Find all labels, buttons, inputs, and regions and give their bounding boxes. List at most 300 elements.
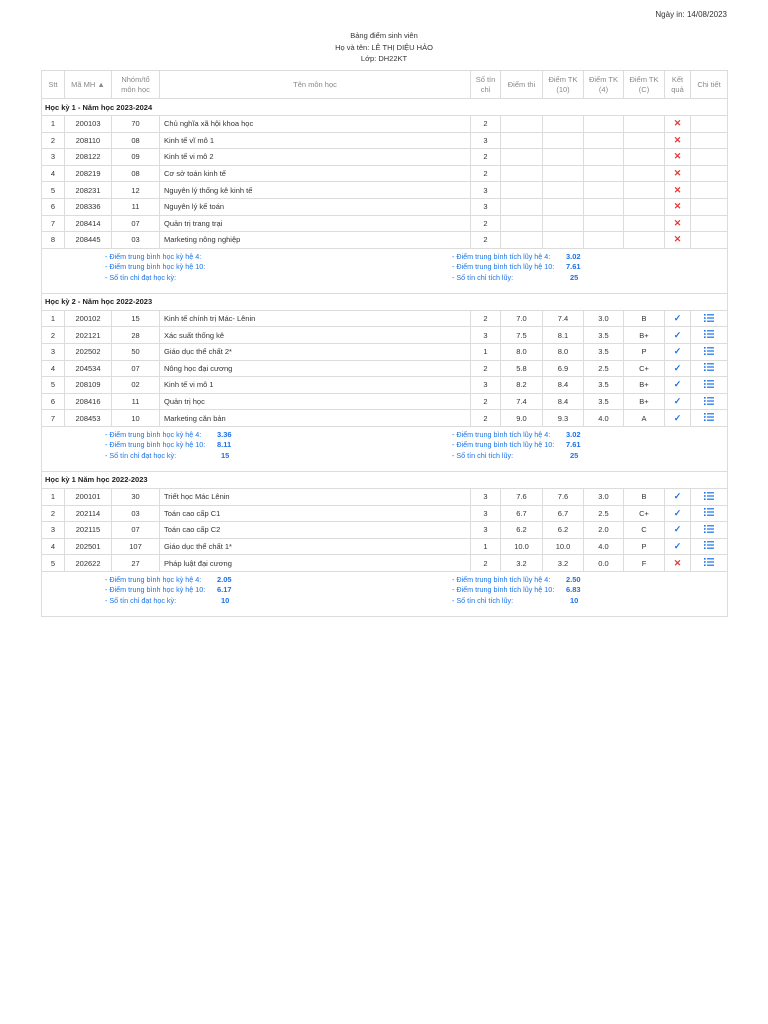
- summary-right-value: 10: [570, 595, 579, 605]
- cell-subject-code: 208336: [65, 198, 112, 215]
- semester-title: Học kỳ 2 - Năm học 2022-2023: [42, 293, 728, 310]
- cell-subject-name: Cơ sở toán kinh tế: [160, 165, 471, 182]
- cell-final-letter: B: [624, 310, 665, 327]
- cell-final-4: 2.5: [584, 505, 624, 522]
- summary-left-label: - Điểm trung bình học kỳ hệ 10:: [105, 440, 206, 450]
- cell-final-4: [584, 232, 624, 249]
- cell-stt: 2: [42, 327, 65, 344]
- table-row: [42, 488, 728, 505]
- cell-subject-code: 202121: [65, 327, 112, 344]
- cell-credits: 3: [471, 132, 501, 149]
- cell-final-4: [584, 116, 624, 133]
- cell-final-10: [543, 232, 584, 249]
- cell-credits: 3: [471, 488, 501, 505]
- cell-group: 03: [112, 232, 160, 249]
- cell-credits: 3: [471, 522, 501, 539]
- cell-final-4: [584, 132, 624, 149]
- cell-final-letter: B: [624, 488, 665, 505]
- pass-check-icon: ✓: [673, 507, 682, 518]
- semester-summary: [42, 426, 728, 471]
- cell-stt: 6: [42, 393, 65, 410]
- semester-header: [42, 99, 728, 116]
- cell-subject-name: Toán cao cấp C2: [160, 522, 471, 539]
- table-row: [42, 327, 728, 344]
- cell-stt: 6: [42, 198, 65, 215]
- cell-result: [665, 505, 691, 522]
- cell-stt: 1: [42, 116, 65, 133]
- summary-right-value: 25: [570, 450, 579, 460]
- cell-detail[interactable]: [691, 488, 728, 505]
- cell-subject-name: Kinh tế vi mô 1: [160, 377, 471, 394]
- cell-final-10: 6.9: [543, 360, 584, 377]
- summary-left-value: 8.11: [217, 440, 232, 450]
- pass-check-icon: ✓: [673, 362, 682, 373]
- summary-right-label: - Số tín chỉ tích lũy:: [452, 595, 514, 605]
- summary-right-label: - Điểm trung bình tích lũy hệ 4:: [452, 574, 551, 584]
- cell-final-10: 9.3: [543, 410, 584, 427]
- cell-final-4: 0.0: [584, 555, 624, 572]
- cell-final-4: [584, 198, 624, 215]
- cell-detail: [691, 215, 728, 232]
- cell-final-10: 3.2: [543, 555, 584, 572]
- cell-group: 11: [112, 198, 160, 215]
- cell-credits: 3: [471, 505, 501, 522]
- cell-credits: 1: [471, 538, 501, 555]
- cell-final-4: 3.0: [584, 488, 624, 505]
- detail-list-icon[interactable]: [704, 558, 714, 568]
- cell-final-10: 8.1: [543, 327, 584, 344]
- cell-stt: 5: [42, 377, 65, 394]
- cell-result: [665, 198, 691, 215]
- col-stt[interactable]: Stt: [42, 71, 65, 99]
- summary-left-value: 6.17: [217, 585, 232, 595]
- cell-result: [665, 555, 691, 572]
- col-final-letter[interactable]: Điểm TK (C): [624, 71, 665, 99]
- cell-credits: 3: [471, 377, 501, 394]
- summary-right-label: - Điểm trung bình tích lũy hệ 4:: [452, 251, 551, 261]
- cell-exam-score: 3.2: [501, 555, 543, 572]
- cell-detail[interactable]: [691, 393, 728, 410]
- cell-subject-name: Quản trị học: [160, 393, 471, 410]
- cell-exam-score: 6.7: [501, 505, 543, 522]
- semester-title: Học kỳ 1 - Năm học 2023-2024: [42, 99, 728, 116]
- cell-result: [665, 522, 691, 539]
- cell-final-10: 8.4: [543, 393, 584, 410]
- pass-check-icon: ✓: [673, 313, 682, 324]
- fail-x-icon: ✕: [673, 134, 682, 145]
- cell-group: 07: [112, 360, 160, 377]
- cell-subject-code: 202114: [65, 505, 112, 522]
- cell-exam-score: [501, 198, 543, 215]
- pass-check-icon: ✓: [673, 396, 682, 407]
- summary-left-label: - Điểm trung bình học kỳ hệ 4:: [105, 251, 202, 261]
- col-detail[interactable]: Chi tiết: [691, 71, 728, 99]
- col-final-4[interactable]: Điểm TK (4): [584, 71, 624, 99]
- cell-exam-score: 9.0: [501, 410, 543, 427]
- summary-right-label: - Điểm trung bình tích lũy hệ 10:: [452, 262, 555, 272]
- cell-result: [665, 393, 691, 410]
- cell-detail[interactable]: [691, 505, 728, 522]
- cell-subject-name: Kinh tế vĩ mô 1: [160, 132, 471, 149]
- summary-left-value: 15: [221, 450, 230, 460]
- pass-check-icon: ✓: [673, 524, 682, 535]
- cell-result: [665, 488, 691, 505]
- cell-subject-code: 200101: [65, 488, 112, 505]
- cell-exam-score: 8.2: [501, 377, 543, 394]
- table-row: [42, 360, 728, 377]
- cell-result: [665, 327, 691, 344]
- table-row: [42, 215, 728, 232]
- table-row: [42, 310, 728, 327]
- cell-subject-code: 208219: [65, 165, 112, 182]
- cell-subject-name: Xác suất thống kê: [160, 327, 471, 344]
- cell-exam-score: [501, 215, 543, 232]
- cell-subject-name: Chủ nghĩa xã hội khoa học: [160, 116, 471, 133]
- col-credits[interactable]: Số tín chỉ: [471, 71, 501, 99]
- col-exam-score[interactable]: Điểm thi: [501, 71, 543, 99]
- cell-final-10: 6.2: [543, 522, 584, 539]
- cell-subject-name: Giáo dục thể chất 1*: [160, 538, 471, 555]
- cell-result: [665, 538, 691, 555]
- summary-left-value: 3.36: [217, 429, 232, 439]
- summary-right-label: - Số tín chỉ tích lũy:: [452, 272, 514, 282]
- pass-check-icon: ✓: [673, 540, 682, 551]
- cell-final-10: [543, 198, 584, 215]
- table-row: [42, 165, 728, 182]
- cell-credits: 2: [471, 393, 501, 410]
- cell-final-10: 10.0: [543, 538, 584, 555]
- cell-detail: [691, 149, 728, 166]
- cell-subject-code: 208453: [65, 410, 112, 427]
- fail-x-icon: ✕: [673, 184, 682, 195]
- cell-subject-name: Kinh tế chính trị Mác- Lênin: [160, 310, 471, 327]
- detail-list-icon[interactable]: [704, 413, 714, 423]
- cell-final-letter: [624, 165, 665, 182]
- cell-final-4: [584, 215, 624, 232]
- summary-right-label: - Số tín chỉ tích lũy:: [452, 450, 514, 460]
- cell-group: 27: [112, 555, 160, 572]
- detail-list-icon[interactable]: [704, 525, 714, 535]
- col-subject-name[interactable]: Tên môn học: [160, 71, 471, 99]
- cell-subject-name: Marketing nông nghiệp: [160, 232, 471, 249]
- table-row: [42, 393, 728, 410]
- cell-final-letter: [624, 215, 665, 232]
- cell-subject-code: 208414: [65, 215, 112, 232]
- cell-exam-score: [501, 165, 543, 182]
- cell-credits: 2: [471, 165, 501, 182]
- report-header: [0, 30, 768, 65]
- cell-group: 12: [112, 182, 160, 199]
- col-group[interactable]: Nhóm/tổ môn học: [112, 71, 160, 99]
- cell-subject-code: 200103: [65, 116, 112, 133]
- cell-credits: 2: [471, 116, 501, 133]
- cell-stt: 3: [42, 343, 65, 360]
- cell-subject-code: 202501: [65, 538, 112, 555]
- cell-final-letter: [624, 182, 665, 199]
- cell-subject-name: Quản trị trang trại: [160, 215, 471, 232]
- cell-group: 107: [112, 538, 160, 555]
- cell-result: [665, 215, 691, 232]
- cell-final-letter: P: [624, 343, 665, 360]
- cell-final-10: [543, 182, 584, 199]
- cell-credits: 1: [471, 343, 501, 360]
- summary-right-value: 7.61: [566, 262, 581, 272]
- cell-stt: 5: [42, 182, 65, 199]
- cell-final-letter: F: [624, 555, 665, 572]
- cell-group: 11: [112, 393, 160, 410]
- cell-exam-score: [501, 182, 543, 199]
- cell-final-4: [584, 149, 624, 166]
- cell-stt: 4: [42, 360, 65, 377]
- cell-final-10: [543, 215, 584, 232]
- cell-stt: 2: [42, 505, 65, 522]
- cell-subject-code: 200102: [65, 310, 112, 327]
- cell-final-4: 2.0: [584, 522, 624, 539]
- cell-final-4: 4.0: [584, 538, 624, 555]
- detail-list-icon[interactable]: [704, 492, 714, 502]
- summary-left-value: 10: [221, 595, 230, 605]
- cell-final-4: [584, 165, 624, 182]
- cell-group: 10: [112, 410, 160, 427]
- summary-right-label: - Điểm trung bình tích lũy hệ 4:: [452, 429, 551, 439]
- fail-x-icon: ✕: [673, 168, 682, 179]
- cell-stt: 7: [42, 215, 65, 232]
- fail-x-icon: ✕: [673, 201, 682, 212]
- cell-detail: [691, 198, 728, 215]
- cell-final-10: 7.4: [543, 310, 584, 327]
- cell-final-letter: P: [624, 538, 665, 555]
- summary-right-value: 6.83: [566, 585, 581, 595]
- cell-final-4: 3.5: [584, 327, 624, 344]
- cell-stt: 8: [42, 232, 65, 249]
- cell-detail[interactable]: [691, 377, 728, 394]
- col-subject-code[interactable]: Mã MH ▲: [65, 71, 112, 99]
- summary-left-label: - Điểm trung bình học kỳ hệ 4:: [105, 574, 202, 584]
- cell-credits: 3: [471, 182, 501, 199]
- table-row: [42, 149, 728, 166]
- cell-stt: 7: [42, 410, 65, 427]
- cell-stt: 5: [42, 555, 65, 572]
- print-date: Ngày in: 14/08/2023: [655, 10, 727, 19]
- cell-exam-score: 7.0: [501, 310, 543, 327]
- semester-header: [42, 293, 728, 310]
- cell-stt: 1: [42, 488, 65, 505]
- cell-subject-code: 208231: [65, 182, 112, 199]
- cell-final-letter: B+: [624, 377, 665, 394]
- cell-exam-score: [501, 149, 543, 166]
- cell-exam-score: 8.0: [501, 343, 543, 360]
- cell-final-letter: A: [624, 410, 665, 427]
- cell-final-10: [543, 132, 584, 149]
- cell-credits: 2: [471, 410, 501, 427]
- student-class: Lớp: DH22KT: [360, 54, 408, 63]
- fail-x-icon: ✕: [673, 151, 682, 162]
- cell-exam-score: 7.4: [501, 393, 543, 410]
- cell-final-4: 3.5: [584, 343, 624, 360]
- cell-detail[interactable]: [691, 360, 728, 377]
- cell-detail[interactable]: [691, 327, 728, 344]
- cell-subject-name: Nông học đại cương: [160, 360, 471, 377]
- summary-right-value: 3.02: [566, 251, 581, 261]
- summary-left-label: - Số tín chỉ đạt học kỳ:: [105, 595, 177, 605]
- grades-table: [41, 70, 728, 617]
- cell-exam-score: 5.8: [501, 360, 543, 377]
- col-result[interactable]: Kết quả: [665, 71, 691, 99]
- cell-result: [665, 132, 691, 149]
- table-row: [42, 522, 728, 539]
- cell-final-10: 8.0: [543, 343, 584, 360]
- cell-final-10: 8.4: [543, 377, 584, 394]
- detail-list-icon[interactable]: [704, 347, 714, 357]
- detail-list-icon[interactable]: [704, 363, 714, 373]
- cell-result: [665, 149, 691, 166]
- col-final-10[interactable]: Điểm TK (10): [543, 71, 584, 99]
- cell-subject-code: 208445: [65, 232, 112, 249]
- cell-final-10: [543, 165, 584, 182]
- cell-group: 09: [112, 149, 160, 166]
- summary-right-label: - Điểm trung bình tích lũy hệ 10:: [452, 585, 555, 595]
- cell-detail[interactable]: [691, 522, 728, 539]
- student-name: Họ và tên: LÊ THỊ DIỆU HẢO: [335, 42, 433, 52]
- cell-credits: 2: [471, 232, 501, 249]
- cell-detail[interactable]: [691, 538, 728, 555]
- semester-title: Học kỳ 1 Năm học 2022-2023: [42, 471, 728, 488]
- pass-check-icon: ✓: [673, 491, 682, 502]
- semester-header: [42, 471, 728, 488]
- detail-list-icon[interactable]: [704, 330, 714, 340]
- table-header-row: [42, 71, 728, 99]
- cell-final-10: 7.6: [543, 488, 584, 505]
- summary-left-label: - Số tín chỉ đạt học kỳ:: [105, 272, 177, 282]
- cell-final-letter: [624, 116, 665, 133]
- cell-subject-name: Marketing căn bản: [160, 410, 471, 427]
- cell-subject-code: 202502: [65, 343, 112, 360]
- summary-right-value: 2.50: [566, 574, 581, 584]
- report-title: Bảng điểm sinh viên: [350, 31, 418, 40]
- cell-stt: 2: [42, 132, 65, 149]
- cell-stt: 4: [42, 165, 65, 182]
- summary-left-label: - Điểm trung bình học kỳ hệ 10:: [105, 262, 206, 272]
- fail-x-icon: ✕: [673, 118, 682, 129]
- cell-stt: 4: [42, 538, 65, 555]
- cell-stt: 1: [42, 310, 65, 327]
- cell-result: [665, 182, 691, 199]
- cell-final-10: [543, 116, 584, 133]
- summary-right-value: 7.61: [566, 440, 581, 450]
- detail-list-icon[interactable]: [704, 314, 714, 324]
- cell-final-4: 2.5: [584, 360, 624, 377]
- detail-list-icon[interactable]: [704, 541, 714, 551]
- table-row: [42, 182, 728, 199]
- cell-final-10: [543, 149, 584, 166]
- cell-final-letter: C+: [624, 505, 665, 522]
- cell-group: 15: [112, 310, 160, 327]
- cell-subject-code: 208109: [65, 377, 112, 394]
- cell-credits: 2: [471, 149, 501, 166]
- cell-detail: [691, 116, 728, 133]
- summary-left-value: 2.05: [217, 574, 232, 584]
- cell-credits: 3: [471, 327, 501, 344]
- cell-subject-code: 208110: [65, 132, 112, 149]
- cell-stt: 3: [42, 149, 65, 166]
- cell-final-10: 6.7: [543, 505, 584, 522]
- cell-group: 28: [112, 327, 160, 344]
- fail-x-icon: ✕: [673, 234, 682, 245]
- summary-right-value: 3.02: [566, 429, 581, 439]
- cell-stt: 3: [42, 522, 65, 539]
- cell-credits: 2: [471, 555, 501, 572]
- detail-list-icon[interactable]: [704, 380, 714, 390]
- cell-credits: 2: [471, 310, 501, 327]
- cell-group: 08: [112, 132, 160, 149]
- cell-detail[interactable]: [691, 555, 728, 572]
- cell-result: [665, 310, 691, 327]
- cell-group: 50: [112, 343, 160, 360]
- table-row: [42, 538, 728, 555]
- fail-x-icon: ✕: [673, 557, 682, 568]
- cell-subject-code: 208122: [65, 149, 112, 166]
- cell-result: [665, 232, 691, 249]
- cell-subject-name: Nguyên lý thống kê kinh tế: [160, 182, 471, 199]
- cell-group: 70: [112, 116, 160, 133]
- pass-check-icon: ✓: [673, 346, 682, 357]
- cell-final-letter: B+: [624, 393, 665, 410]
- cell-detail[interactable]: [691, 410, 728, 427]
- cell-subject-name: Triết học Mác Lênin: [160, 488, 471, 505]
- cell-credits: 2: [471, 360, 501, 377]
- cell-result: [665, 410, 691, 427]
- cell-exam-score: [501, 132, 543, 149]
- table-row: [42, 505, 728, 522]
- cell-final-letter: [624, 132, 665, 149]
- cell-final-4: 4.0: [584, 410, 624, 427]
- pass-check-icon: ✓: [673, 379, 682, 390]
- cell-final-4: 3.0: [584, 310, 624, 327]
- pass-check-icon: ✓: [673, 329, 682, 340]
- cell-subject-code: 202622: [65, 555, 112, 572]
- summary-left-label: - Điểm trung bình học kỳ hệ 10:: [105, 585, 206, 595]
- detail-list-icon[interactable]: [704, 397, 714, 407]
- table-row: [42, 410, 728, 427]
- table-row: [42, 377, 728, 394]
- cell-exam-score: [501, 116, 543, 133]
- cell-subject-name: Giáo dục thể chất 2*: [160, 343, 471, 360]
- cell-final-letter: B+: [624, 327, 665, 344]
- table-row: [42, 198, 728, 215]
- cell-final-4: 3.5: [584, 393, 624, 410]
- cell-detail[interactable]: [691, 343, 728, 360]
- cell-exam-score: 6.2: [501, 522, 543, 539]
- cell-detail[interactable]: [691, 310, 728, 327]
- cell-subject-code: 208416: [65, 393, 112, 410]
- cell-final-letter: C+: [624, 360, 665, 377]
- cell-result: [665, 165, 691, 182]
- cell-final-4: 3.5: [584, 377, 624, 394]
- cell-detail: [691, 165, 728, 182]
- summary-right-label: - Điểm trung bình tích lũy hệ 10:: [452, 440, 555, 450]
- cell-exam-score: 7.6: [501, 488, 543, 505]
- detail-list-icon[interactable]: [704, 508, 714, 518]
- summary-left-label: - Điểm trung bình học kỳ hệ 4:: [105, 429, 202, 439]
- table-row: [42, 116, 728, 133]
- cell-result: [665, 360, 691, 377]
- semester-summary: [42, 571, 728, 616]
- cell-group: 07: [112, 215, 160, 232]
- cell-final-letter: [624, 149, 665, 166]
- cell-final-4: [584, 182, 624, 199]
- cell-final-letter: [624, 198, 665, 215]
- cell-subject-code: 204534: [65, 360, 112, 377]
